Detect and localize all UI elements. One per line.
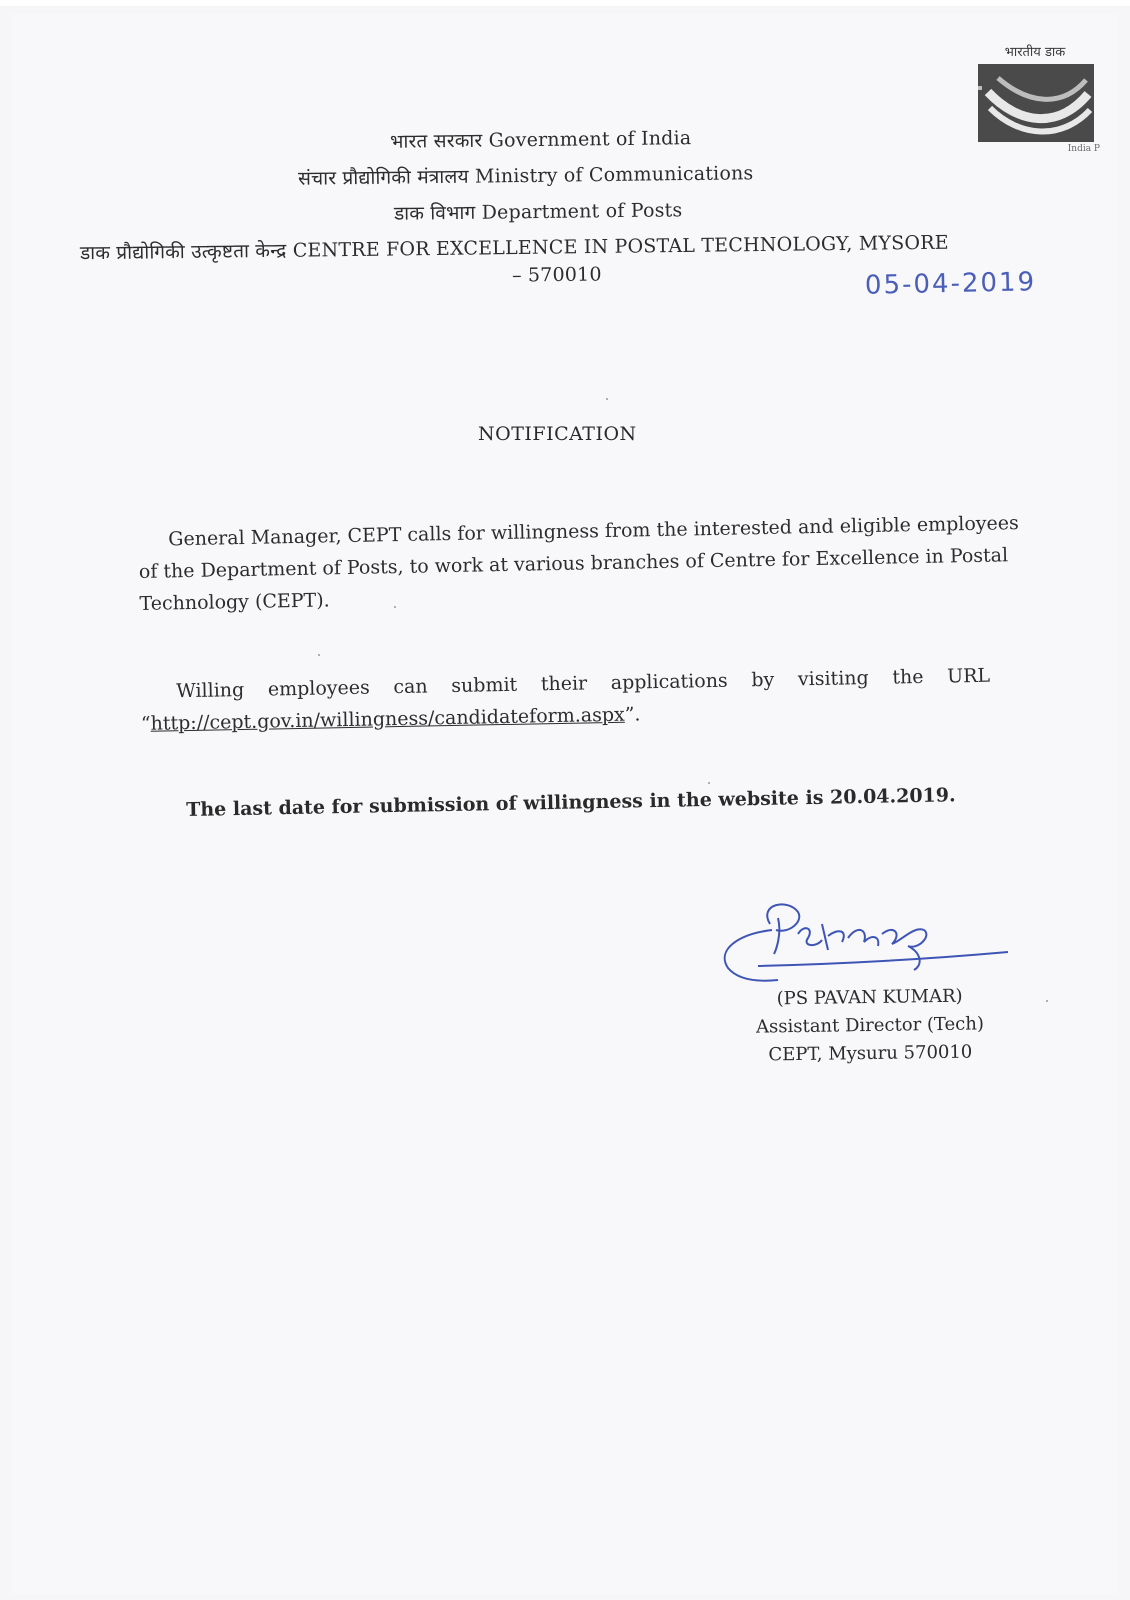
signatory-block — [749, 982, 990, 1069]
word: applications — [610, 669, 728, 694]
header-centre: डाक प्रौद्योगिकी उत्कृष्टता केन्द्र CENTRE FOR EXCELLENCE IN POSTAL TECHNOLOGY, MYSORE — [79, 231, 949, 265]
word: submit — [451, 673, 518, 698]
scan-speck — [606, 398, 608, 400]
word: their — [540, 672, 588, 696]
deadline-statement: The last date for submission of willingness in the website is 20.04.2019. — [186, 784, 956, 821]
paragraph-line: of the Department of Posts, to work at various branches of Centre for Excellence in Postal — [138, 544, 1009, 583]
scan-speck — [394, 606, 396, 608]
india-post-emblem-icon — [978, 64, 1094, 142]
word: the — [892, 665, 924, 689]
signatory-office: CEPT, Mysuru 570010 — [768, 1041, 973, 1066]
india-post-logo — [976, 42, 1100, 160]
paragraph-line: Technology (CEPT). — [139, 589, 330, 615]
scan-speck — [1046, 1000, 1048, 1002]
logo-caption: India P — [1067, 144, 1100, 154]
word: visiting — [797, 667, 869, 691]
scan-speck — [318, 654, 320, 656]
close-quote: ”. — [624, 703, 641, 726]
word: Willing — [176, 679, 245, 703]
header-ministry: संचार प्रौद्योगिकी मंत्रालय Ministry of Communications — [297, 162, 754, 190]
signatory-name: (PS PAVAN KUMAR) — [776, 985, 963, 1010]
word: employees — [267, 676, 370, 701]
paragraph-line: General Manager, CEPT calls for willingness from the interested and eligible employees — [168, 512, 1019, 551]
notification-title: NOTIFICATION — [478, 423, 637, 445]
header-pincode: – 570010 — [511, 263, 602, 287]
scan-speck — [708, 782, 710, 784]
header-government: भारत सरकार Government of India — [389, 127, 692, 153]
word: can — [393, 675, 428, 699]
word: URL — [946, 664, 991, 688]
handwritten-date: 05-04-2019 — [864, 267, 1037, 301]
header-department: डाक विभाग Department of Posts — [393, 199, 683, 225]
signatory-designation: Assistant Director (Tech) — [755, 1013, 985, 1038]
paragraph-willingness — [138, 508, 1019, 620]
logo-hindi-text: भारतीय डाक — [1004, 45, 1066, 60]
application-url-link[interactable]: http://cept.gov.in/willingness/candidateform.aspx — [150, 703, 625, 735]
word: by — [751, 668, 775, 692]
handwritten-signature — [718, 894, 1018, 994]
open-quote: “ — [140, 712, 151, 735]
